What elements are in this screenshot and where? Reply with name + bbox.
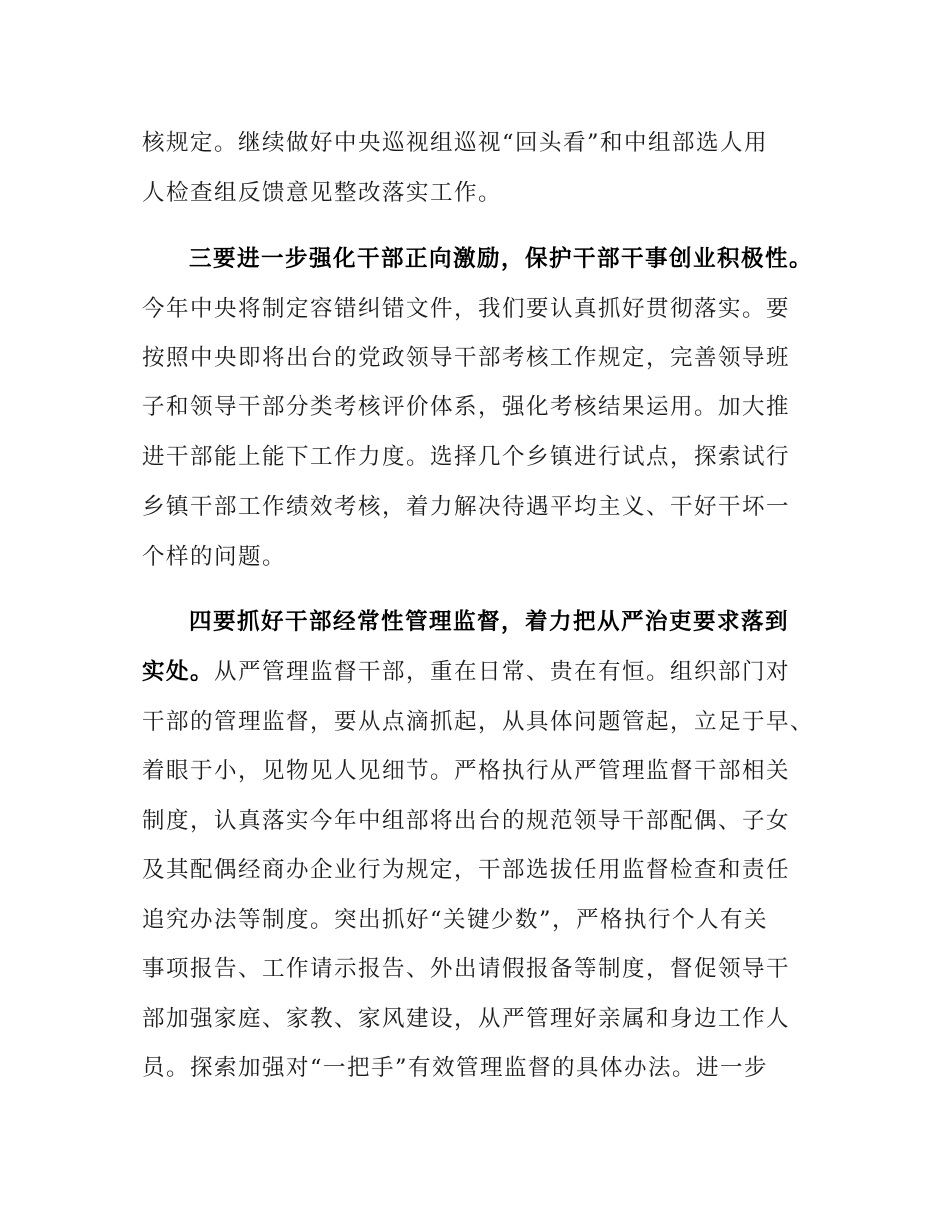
- text-line: 员。探索加强对“一把手”有效管理监督的具体办法。进一步: [142, 1055, 769, 1081]
- text-line: 追究办法等制度。突出抓好“关键少数”，严格执行个人有关: [142, 907, 769, 933]
- section-heading-4-tail: 实处。: [142, 659, 215, 685]
- text-line: 部加强家庭、家教、家风建设，从严管理好亲属和身边工作人: [142, 1006, 791, 1032]
- text-line: 干部的管理监督，要从点滴抓起，从具体问题管起，立足于早、: [142, 709, 815, 735]
- text-line: 人检查组反馈意见整改落实工作。: [142, 180, 503, 206]
- text-line-mixed: [142, 657, 842, 687]
- text-line: 个样的问题。: [142, 544, 287, 570]
- text-line: 制度，认真落实今年中组部将出台的规范领导干部配偶、子女: [142, 808, 791, 834]
- text-line: 核规定。继续做好中央巡视组巡视“回头看”和中组部选人用: [142, 130, 769, 156]
- text-line: 子和领导干部分类考核评价体系，强化考核结果运用。加大推: [142, 394, 791, 420]
- section-heading-3: 三要进一步强化干部正向激励，保护干部干事创业积极性。: [189, 246, 814, 272]
- text-line: 及其配偶经商办企业行为规定，干部选拔任用监督检查和责任: [142, 857, 791, 883]
- section-heading-4: 四要抓好干部经常性管理监督，着力把从严治吏要求落到: [189, 609, 790, 635]
- text-line: 事项报告、工作请示报告、外出请假报备等制度，督促领导干: [142, 956, 791, 982]
- text-line: 着眼于小，见物见人见细节。严格执行从严管理监督干部相关: [142, 758, 791, 784]
- text-line: 今年中央将制定容错纠错文件，我们要认真抓好贯彻落实。要: [142, 296, 791, 322]
- text-line: 进干部能上能下工作力度。选择几个乡镇进行试点，探索试行: [142, 444, 791, 470]
- text-line: 乡镇干部工作绩效考核，着力解决待遇平均主义、干好干坏一: [142, 494, 791, 520]
- text-span: 从严管理监督干部，重在日常、贵在有恒。组织部门对: [214, 659, 791, 685]
- text-line: 按照中央即将出台的党政领导干部考核工作规定，完善领导班: [142, 345, 791, 371]
